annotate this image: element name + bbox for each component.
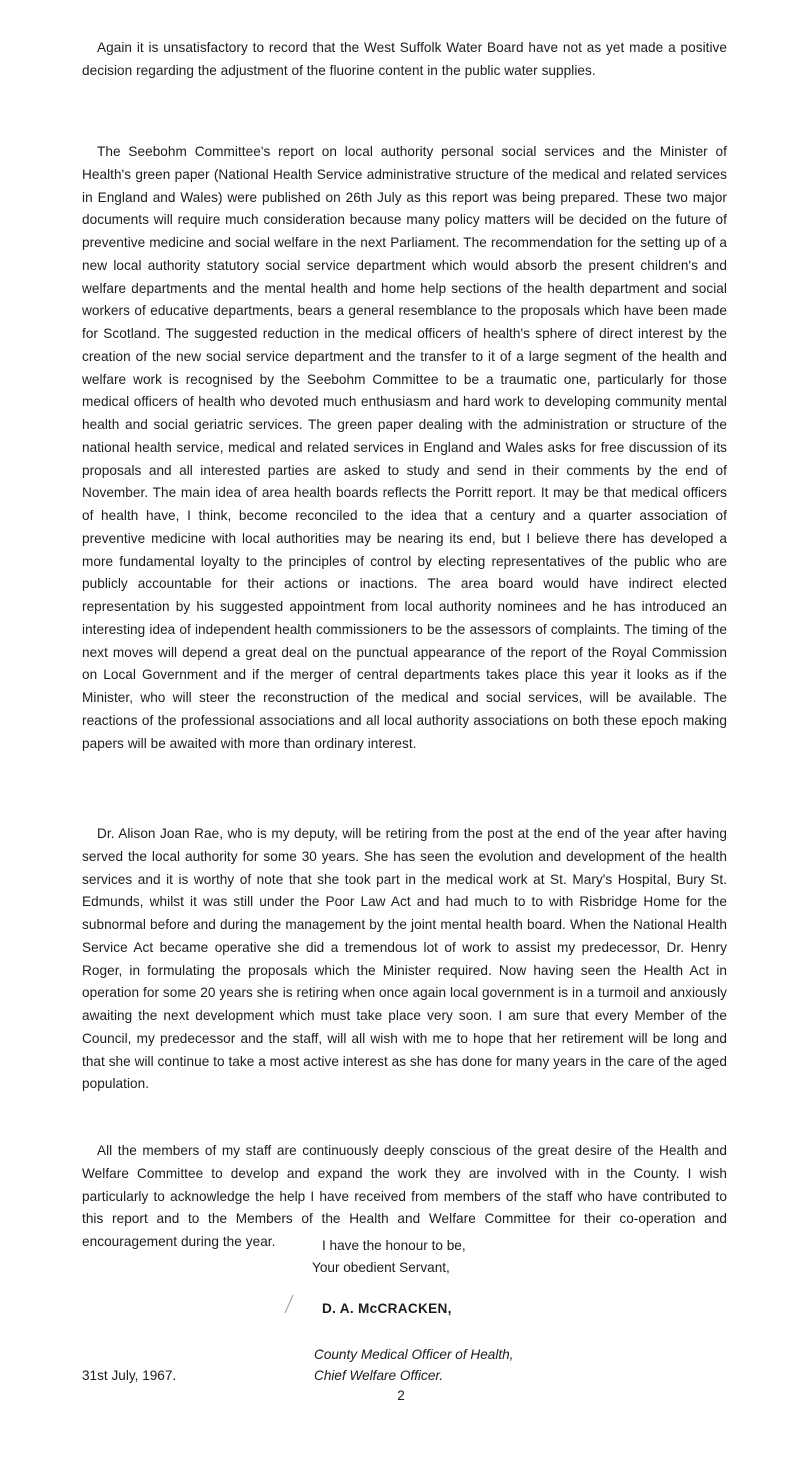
paragraph-deputy-retirement: Dr. Alison Joan Rae, who is my deputy, will be retiring from the post at the end of the year after having served the local authority for some 30 years. She has seen the evolution and development of the health services and it is worthy of note that she took part in the medical work at St. Mary's Hospital, Bury St. Edmunds, whilst it was still under the Poor Law Act and had much to to with Risbridge Home for the subnormal before and during the management by the joint mental health board. When the National Health Service Act became operative she did a tremendous lot of work to assist my predecessor, Dr. Henry Roger, in formulating the proposals which the Minister required. Now having seen the Health Act in operation for some 20 years she is retiring when once again local government is in a turmoil and anxiously awaiting the next development which must take place very soon. I am sure that every Member of the Council, my predecessor and the staff, will all wish with me to hope that her retirement will be long and that she will continue to take a most active interest as she has done for many years in the care of the aged population. xyxy=(82,826,727,1092)
paragraph-fluorine: Again it is unsatisfactory to record that the West Suffolk Water Board have not as yet made a positive decision regarding the adjustment of the fluorine content in the public water supplies. xyxy=(82,40,727,78)
page-number-text: 2 xyxy=(397,1388,405,1403)
signatory-title-welfare-officer: Chief Welfare Officer. xyxy=(314,1368,444,1383)
signatory-name: D. A. McCRACKEN, xyxy=(322,1301,452,1316)
closing-line-honour: I have the honour to be, xyxy=(322,1238,466,1253)
signature-stroke-icon xyxy=(284,1294,294,1314)
paragraph-seebohm-report: The Seebohm Committee's report on local authority personal social services and the Minister of Health's green paper (National Health Service administrative structure of the medical and related services in England and Wales) were published on 26th July as this report was being prepared. These two major documents will require much consideration because many policy matters will be decided on the future of preventive medicine and social welfare in the next Parliament. The recommendation for the setting up of a new local authority statutory social service department which would absorb the present children's and welfare departments and the mental health and home help sections of the health department and social workers of educative departments, bears a general resemblance to the proposals which have been made for Scotland. The suggested reduction in the medical officers of health's sphere of direct interest by the creation of the new social service department and the transfer to it of a large segment of the health and welfare work is recognised by the Seebohm Committee to be a traumatic one, particularly for those medical officers of health who devoted much enthusiasm and hard work to developing community mental health and social geriatric services. The green paper dealing with the administration or structure of the national health service, medical and related services in England and Wales asks for free discussion of its proposals and all interested parties are asked to study and send in their comments by the end of November. The main idea of area health boards reflects the Porritt report. It may be that medical officers of health have, I think, become reconciled to the idea that a century and a quarter association of preventive medicine with local authorities may be nearing its end, but I believe there has developed a more fundamental loyalty to the principles of control by electing representatives of the public who are publicly accountable for their actions or inactions. The area board would have indirect elected representation by his suggested appointment from local authority nominees and he has introduced an interesting idea of independent health commissioners to be the assessors of complaints. The timing of the next moves will depend a great deal on the punctual appearance of the report of the Royal Commission on Local Government and if the merger of central departments takes place this year it looks as if the Minister, who will steer the reconstruction of the medical and social services, will be available. The reactions of the professional associations and all local authority associations on both these epoch making papers will be awaited with more than ordinary interest. xyxy=(82,144,727,751)
page-number xyxy=(0,1386,800,1406)
closing-line-servant: Your obedient Servant, xyxy=(312,1260,450,1275)
paragraph-acknowledgements: All the members of my staff are continuously deeply conscious of the great desire of the Health and Welfare Committee to develop and expand the work they are involved with in the County. I wish particularly to acknowledge the help I have received from members of the staff who have contributed to this report and to the Members of the Health and Welfare Committee for their co-operation and encouragement during the year. xyxy=(82,1143,727,1249)
signatory-title-medical-officer: County Medical Officer of Health, xyxy=(314,1347,514,1362)
report-date: 31st July, 1967. xyxy=(82,1368,177,1383)
